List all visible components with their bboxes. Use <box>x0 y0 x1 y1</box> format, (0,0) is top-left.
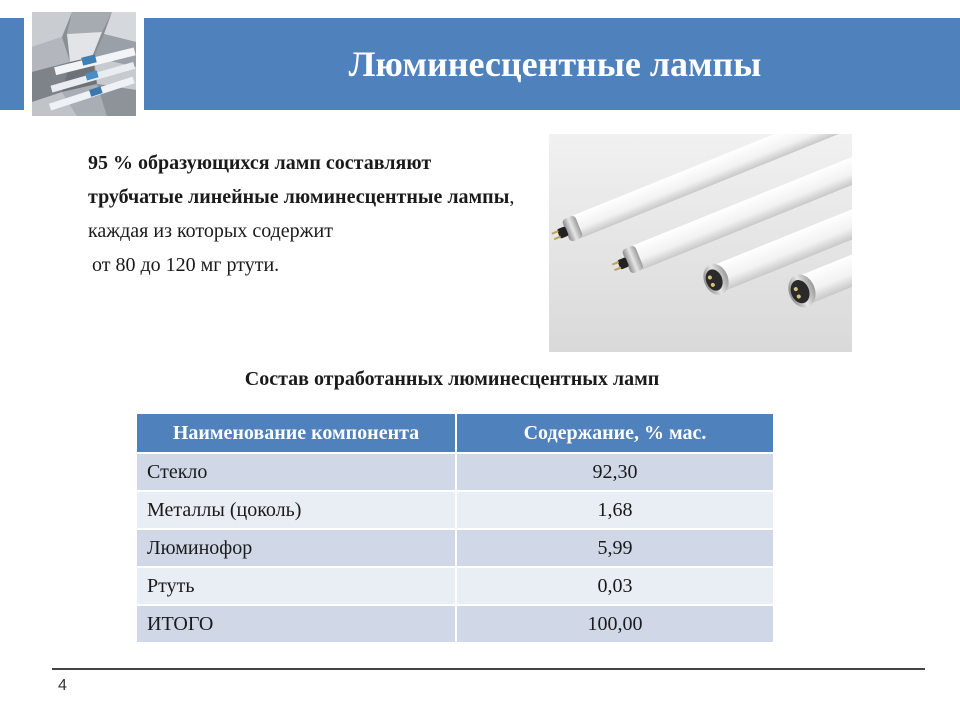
component-name: ИТОГО <box>136 605 456 643</box>
component-value: 92,30 <box>456 453 774 491</box>
table-row <box>136 491 774 529</box>
table-row <box>136 453 774 491</box>
intro-text <box>88 146 528 282</box>
table-row <box>136 567 774 605</box>
component-name: Стекло <box>136 453 456 491</box>
component-name: Ртуть <box>136 567 456 605</box>
table-row-total <box>136 605 774 643</box>
table-row <box>136 529 774 567</box>
table-header-row <box>136 413 774 453</box>
header-component: Наименование компонента <box>136 413 456 453</box>
component-name: Металлы (цоколь) <box>136 491 456 529</box>
intro-bold-text: 95 % образующихся ламп составляют трубчатые линейные люминесцентные лампы <box>88 152 510 208</box>
intro-mercury-text: от 80 до 120 мг ртути. <box>92 254 280 276</box>
intro-text-part: , каждая из которых содержит <box>88 186 515 242</box>
footer-divider <box>52 668 925 670</box>
page-number: 4 <box>58 677 67 694</box>
component-value: 5,99 <box>456 529 774 567</box>
header-photo-frame <box>24 6 144 122</box>
component-name: Люминофор <box>136 529 456 567</box>
crushed-lamps-photo <box>32 12 136 116</box>
header-content: Содержание, % мас. <box>456 413 774 453</box>
page-title: Люминесцентные лампы <box>348 44 762 84</box>
table-caption: Состав отработанных люминесцентных ламп <box>244 368 660 390</box>
fluorescent-lamps-photo <box>549 134 852 352</box>
component-value: 100,00 <box>456 605 774 643</box>
composition-table <box>135 412 775 644</box>
component-value: 1,68 <box>456 491 774 529</box>
component-value: 0,03 <box>456 567 774 605</box>
